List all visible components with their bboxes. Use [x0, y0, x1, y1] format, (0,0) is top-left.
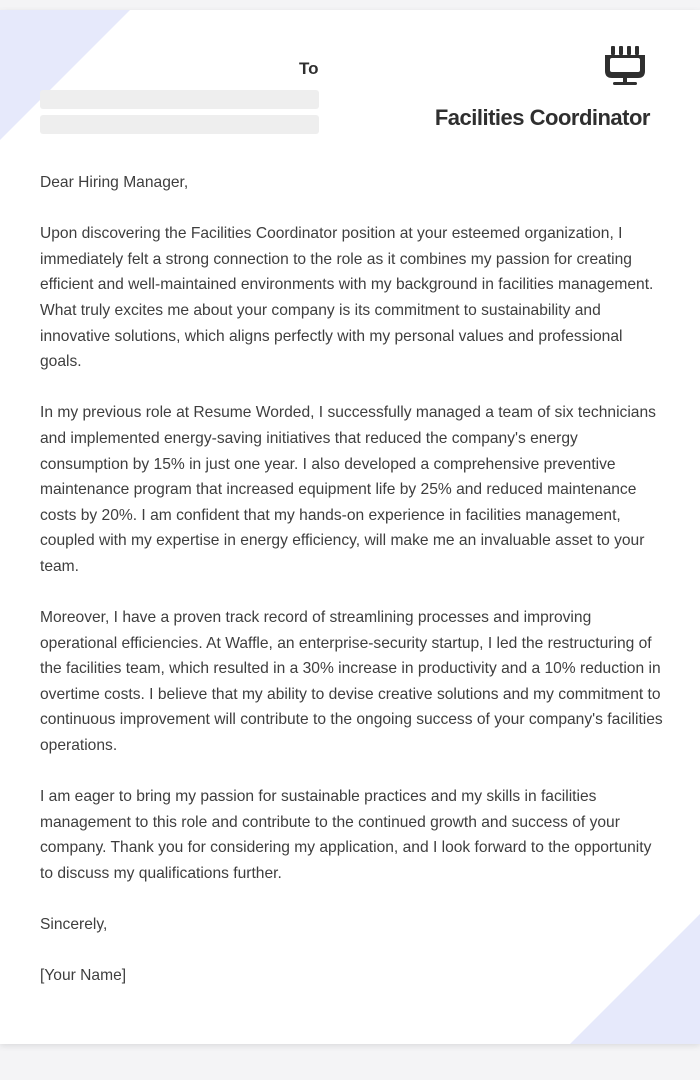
recipient-name-placeholder — [40, 90, 319, 109]
paragraph: I am eager to bring my passion for sustainable practices and my skills in facilities management to this role and contribute to the continued growth and success of your company. Thank you for considering my application, and I look forward to the opportunity to discuss my qualifications further. — [40, 788, 652, 883]
paragraph: Upon discovering the Facilities Coordinator position at your esteemed organization, I immediately felt a strong connection to the role as it combines my passion for creating efficient and well-maintained environments with my background in facilities management. What truly excites me about your company is its commitment to sustainability and innovative solutions, which aligns perfectly with my personal values and professional goals. — [40, 225, 654, 371]
paragraph: In my previous role at Resume Worded, I successfully managed a team of six technicians and implemented energy-saving initiatives that reduced the company's energy consumption by 15% in just one year. I also developed a comprehensive preventive maintenance program that increased equipment life by 25% and reduced maintenance costs by 20%. I am confident that my hands-on experience in facilities management, coupled with my expertise in energy efficiency, will make me an invaluable asset to your team. — [40, 404, 656, 575]
paragraph: Moreover, I have a proven track record of streamlining processes and improving operational efficiencies. At Waffle, an enterprise-security startup, I led the restructuring of the facilities team, which resulted in a 30% increase in productivity and a 10% reduction in overtime costs. I believe that my ability to devise creative solutions and my commitment to continuous improvement will contribute to the ongoing success of your company's facilities operations. — [40, 609, 663, 755]
recipient-to-label: To — [299, 59, 319, 78]
letter-body — [40, 170, 668, 1015]
job-title: Facilities Coordinator — [434, 105, 650, 130]
signature: [Your Name] — [40, 967, 127, 985]
building-plug-icon — [602, 44, 648, 86]
greeting: Dear Hiring Manager, — [40, 174, 189, 191]
letter-sheet — [0, 10, 700, 1044]
closing: Sincerely, — [40, 916, 108, 934]
recipient-address-placeholder — [40, 115, 319, 134]
